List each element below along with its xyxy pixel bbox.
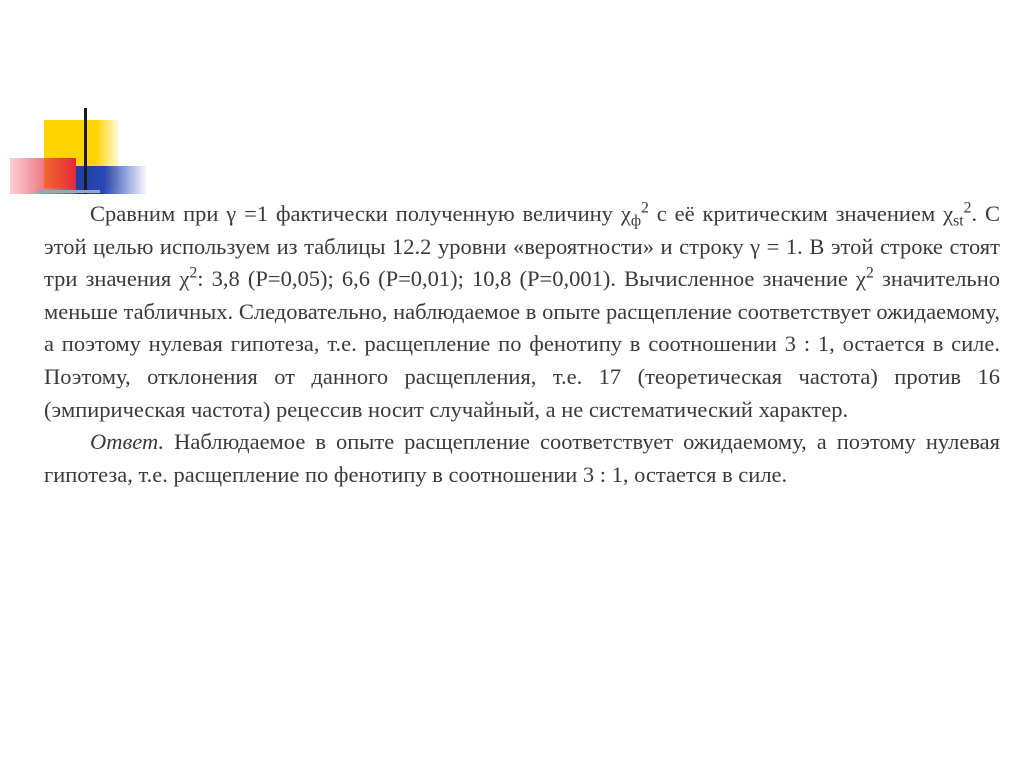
paragraph-answer xyxy=(44,426,1000,491)
superscript: 2 xyxy=(866,264,874,282)
logo-horizontal-line xyxy=(36,190,100,193)
text-run: с её критическим значением χ xyxy=(648,201,954,226)
superscript: 2 xyxy=(963,199,972,217)
text-run: : 3,8 (Р=0,05); 6,6 (Р=0,01); 10,8 (Р=0,001). Вычисленное значение χ xyxy=(197,266,867,292)
body-text xyxy=(44,198,1000,491)
text-run: Сравним при γ =1 фактически полученную величину χ xyxy=(90,201,631,226)
superscript: 2 xyxy=(641,199,649,217)
paragraph-analysis xyxy=(44,198,1000,426)
superscript: 2 xyxy=(189,264,198,282)
answer-text: Наблюдаемое в опыте расщепление соответствует ожидаемому, а поэтому нулевая гипотеза, т.е. расщепление по фенотипу в соотношении 3 : 1, остается в силе. xyxy=(44,429,1000,487)
text-run: . С этой целью используем из таблицы 12.2 уровни «вероятности» и строку γ = 1. В этой строке стоят три значения χ xyxy=(44,201,1000,292)
chi-subscript-f: ф xyxy=(630,212,642,230)
answer-label: Ответ. xyxy=(90,429,165,455)
logo-vertical-line xyxy=(84,108,87,194)
text-run: значительно меньше табличных. Следовательно, наблюдаемое в опыте расщепление соответствует ожидаемому, а поэтому нулевая гипотеза, т.е. расщепление по фенотипу в соотношении 3 : 1, остается в силе. Поэтому, отклонения от данного расщепления, т.е. 17 (теоретическая частота) против 16 (эмпирическая частота) рецессив носит случайный, а не систематический характер. xyxy=(44,266,1000,422)
chi-subscript-st: st xyxy=(953,212,964,230)
logo-red-bar xyxy=(10,158,76,194)
